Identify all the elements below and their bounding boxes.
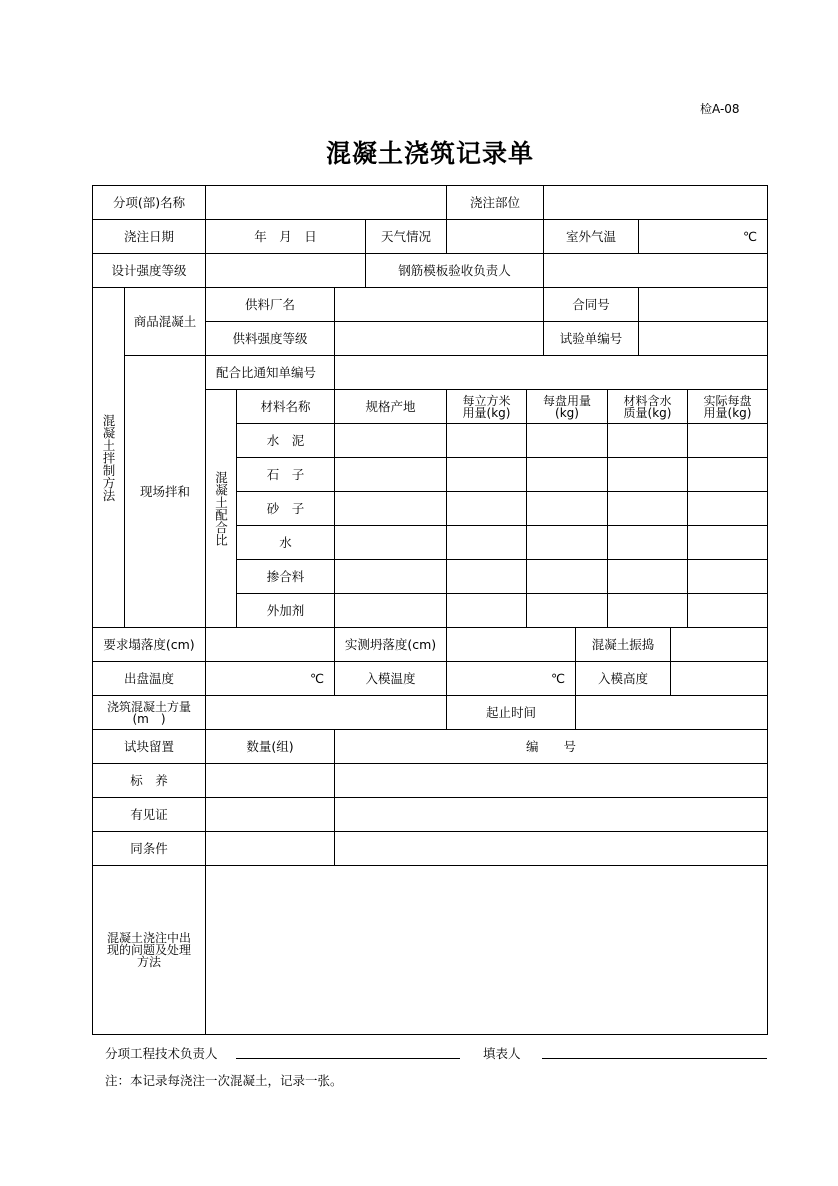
start-end-time-input[interactable]	[575, 695, 768, 730]
material-value-input[interactable]	[334, 525, 447, 560]
material-value-input[interactable]	[687, 593, 768, 628]
material-value-input[interactable]	[526, 423, 608, 458]
supply-grade-input[interactable]	[334, 321, 544, 356]
filler-label: 填表人	[483, 1046, 521, 1061]
weather-input[interactable]	[446, 219, 544, 254]
tech-lead-signature-line[interactable]	[236, 1058, 460, 1059]
material-column-header: 材料名称	[236, 389, 335, 424]
out-temp-label: 出盘温度	[92, 661, 206, 696]
material-value-input[interactable]	[446, 525, 527, 560]
material-value-input[interactable]	[526, 491, 608, 526]
witnessed-no[interactable]	[334, 797, 768, 832]
test-sheet-no-input[interactable]	[638, 321, 768, 356]
item-name-label: 分项(部)名称	[92, 185, 206, 220]
material-value-input[interactable]	[687, 457, 768, 492]
required-slump-label: 要求塌落度(cm)	[92, 627, 206, 662]
material-column-header: 每立方米 用量(kg)	[446, 389, 527, 424]
mix-notice-no-input[interactable]	[334, 355, 768, 390]
pour-date-input[interactable]: 年 月 日	[205, 219, 366, 254]
witnessed-qty[interactable]	[205, 797, 335, 832]
pour-date-label: 浇注日期	[92, 219, 206, 254]
filler-signature-line[interactable]	[542, 1058, 767, 1059]
actual-slump-label: 实测坍落度(cm)	[334, 627, 447, 662]
pour-location-label: 浇注部位	[446, 185, 544, 220]
material-value-input[interactable]	[334, 491, 447, 526]
rebar-inspector-label: 钢筋模板验收负责人	[365, 253, 544, 288]
page-title: 混凝土浇筑记录单	[325, 139, 534, 168]
same-condition-no[interactable]	[334, 831, 768, 866]
material-value-input[interactable]	[687, 491, 768, 526]
material-value-input[interactable]	[446, 559, 527, 594]
contract-no-input[interactable]	[638, 287, 768, 322]
pour-location-input[interactable]	[543, 185, 768, 220]
standard-cure-label: 标 养	[92, 763, 206, 798]
weather-label: 天气情况	[365, 219, 447, 254]
mold-height-input[interactable]	[670, 661, 768, 696]
same-condition-label: 同条件	[92, 831, 206, 866]
material-name: 水	[236, 525, 335, 560]
volume-input[interactable]	[205, 695, 447, 730]
material-value-input[interactable]	[446, 593, 527, 628]
material-value-input[interactable]	[687, 423, 768, 458]
volume-label: 浇筑混凝土方量 (m )	[92, 695, 206, 730]
material-column-header: 每盘用量 (kg)	[526, 389, 608, 424]
material-value-input[interactable]	[446, 457, 527, 492]
material-value-input[interactable]	[607, 593, 688, 628]
material-value-input[interactable]	[607, 457, 688, 492]
material-value-input[interactable]	[607, 559, 688, 594]
design-grade-label: 设计强度等级	[92, 253, 206, 288]
material-name: 掺合料	[236, 559, 335, 594]
outdoor-temp-label: 室外气温	[543, 219, 639, 254]
out-temp-input[interactable]: ℃	[205, 661, 335, 696]
problems-input[interactable]	[205, 865, 768, 1035]
material-name: 砂 子	[236, 491, 335, 526]
number-header: 编 号	[334, 729, 768, 764]
material-value-input[interactable]	[607, 491, 688, 526]
actual-slump-input[interactable]	[446, 627, 576, 662]
material-value-input[interactable]	[526, 525, 608, 560]
material-value-input[interactable]	[334, 593, 447, 628]
material-name: 石 子	[236, 457, 335, 492]
material-value-input[interactable]	[334, 423, 447, 458]
problems-label: 混凝土浇注中出 现的问题及处理 方法	[92, 865, 206, 1035]
mold-temp-label: 入模温度	[334, 661, 447, 696]
design-grade-input[interactable]	[205, 253, 366, 288]
material-value-input[interactable]	[526, 559, 608, 594]
material-name: 外加剂	[236, 593, 335, 628]
material-value-input[interactable]	[687, 525, 768, 560]
material-value-input[interactable]	[607, 525, 688, 560]
required-slump-input[interactable]	[205, 627, 335, 662]
witnessed-label: 有见证	[92, 797, 206, 832]
material-value-input[interactable]	[526, 457, 608, 492]
mold-height-label: 入模高度	[575, 661, 671, 696]
specimens-label: 试块留置	[92, 729, 206, 764]
site-mix-label: 现场拌和	[124, 355, 206, 628]
test-sheet-no-label: 试验单编号	[543, 321, 639, 356]
material-value-input[interactable]	[687, 559, 768, 594]
rebar-inspector-input[interactable]	[543, 253, 768, 288]
material-value-input[interactable]	[607, 423, 688, 458]
vibration-input[interactable]	[670, 627, 768, 662]
mold-temp-input[interactable]: ℃	[446, 661, 576, 696]
start-end-time-label: 起止时间	[446, 695, 576, 730]
material-value-input[interactable]	[446, 491, 527, 526]
commercial-concrete-label: 商品混凝土	[124, 287, 206, 356]
supplier-label: 供料厂名	[205, 287, 335, 322]
material-value-input[interactable]	[334, 559, 447, 594]
vibration-label: 混凝土振捣	[575, 627, 671, 662]
material-name: 水 泥	[236, 423, 335, 458]
same-condition-qty[interactable]	[205, 831, 335, 866]
mix-ratio-label: 混凝土配合比	[205, 389, 237, 628]
supplier-input[interactable]	[334, 287, 544, 322]
outdoor-temp-input[interactable]: ℃	[638, 219, 768, 254]
standard-cure-qty[interactable]	[205, 763, 335, 798]
material-value-input[interactable]	[334, 457, 447, 492]
material-column-header: 实际每盘 用量(kg)	[687, 389, 768, 424]
standard-cure-no[interactable]	[334, 763, 768, 798]
item-name-input[interactable]	[205, 185, 447, 220]
supply-grade-label: 供料强度等级	[205, 321, 335, 356]
material-column-header: 材料含水 质量(kg)	[607, 389, 688, 424]
mixing-method-label: 混凝土拌制方法	[92, 287, 125, 628]
material-column-header: 规格产地	[334, 389, 447, 424]
form-code: 检A-08	[700, 102, 740, 116]
material-value-input[interactable]	[446, 423, 527, 458]
material-value-input[interactable]	[526, 593, 608, 628]
contract-no-label: 合同号	[543, 287, 639, 322]
quantity-header: 数量(组)	[205, 729, 335, 764]
tech-lead-label: 分项工程技术负责人	[105, 1046, 218, 1061]
footnote: 注：本记录每浇注一次混凝土，记录一张。	[105, 1073, 343, 1088]
mix-notice-no-label: 配合比通知单编号	[205, 355, 335, 390]
